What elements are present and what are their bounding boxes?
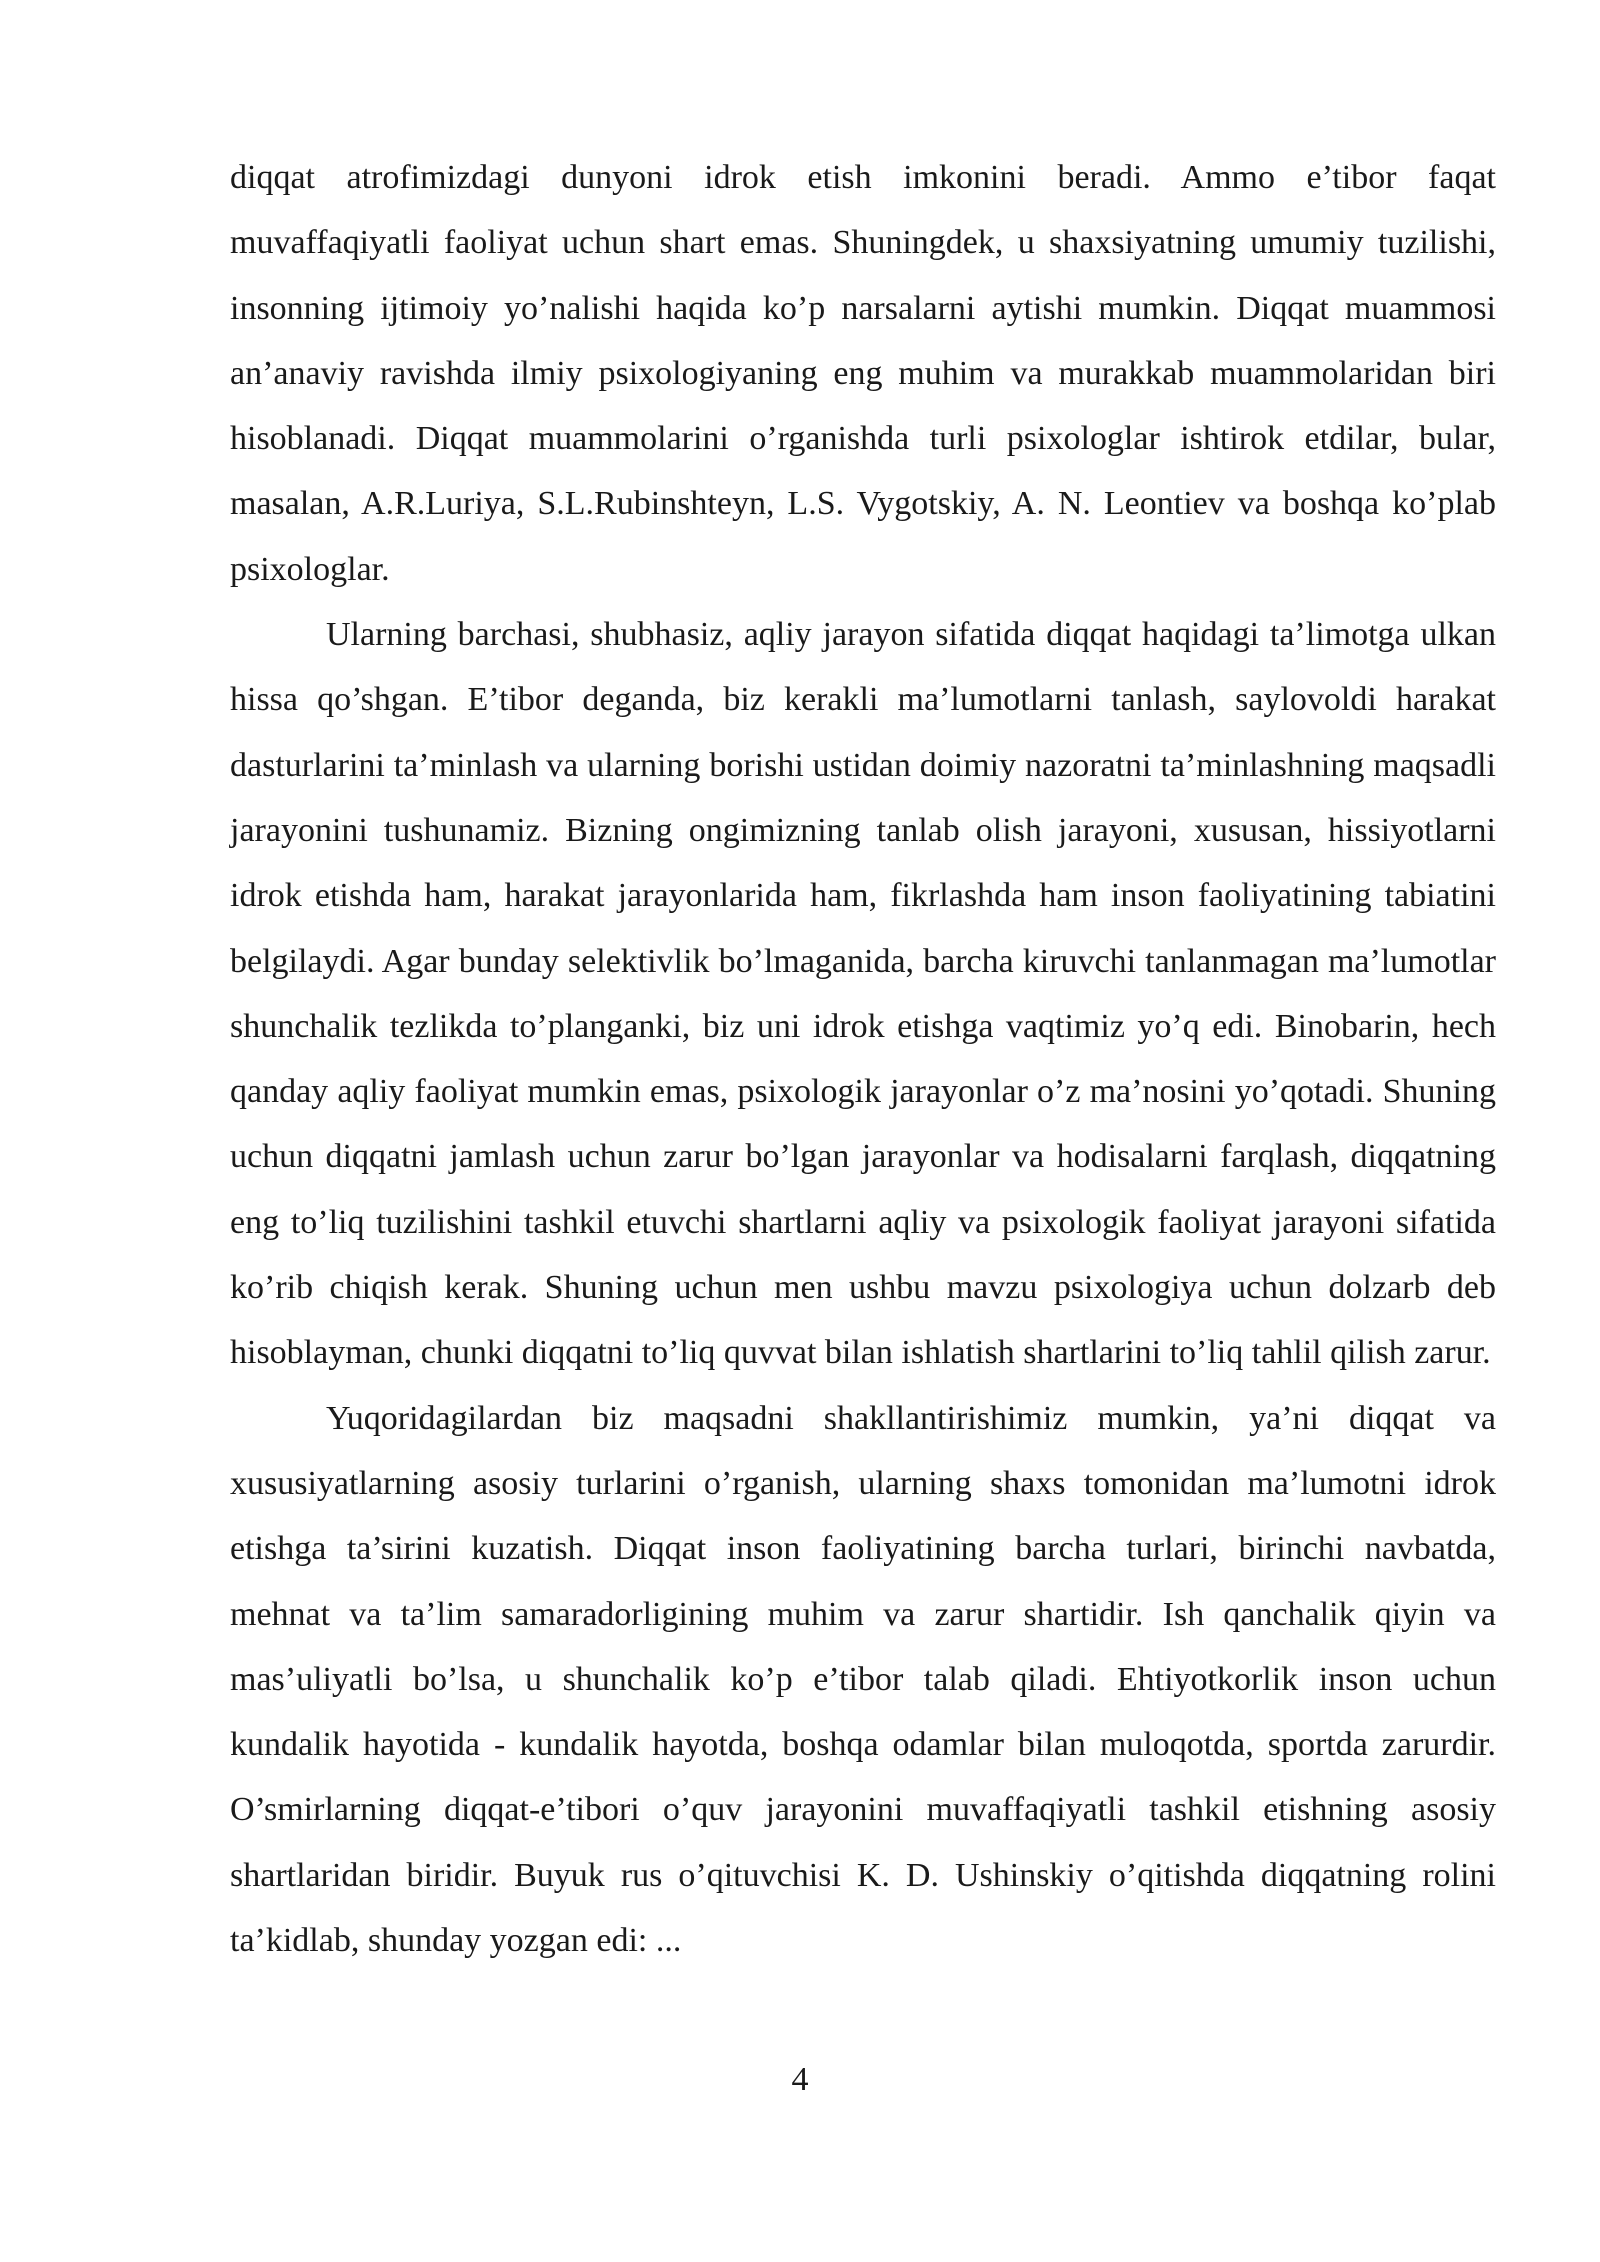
page-number: 4 bbox=[791, 2061, 809, 2098]
paragraph-1: diqqat atrofimizdagi dunyoni idrok etish imkonini beradi. Ammo e’tibor faqat muvaffaqiyatli faoliyat uchun shart emas. Shuningdek, u shaxsiyatning umumiy tuzilishi, insonning ijtimoiy yo’nalishi haqida ko’p narsalarni aytishi mumkin. Diqqat muammosi an’anaviy ravishda ilmiy psixologiyaning eng muhim va murakkab muammolaridan biri hisoblanadi. Diqqat muammolarini o’rganishda turli psixologlar ishtirok etdilar, bular, masalan, A.R.Luriya, S.L.Rubinshteyn, L.S. Vygotskiy, A. N. Leontiev va boshqa ko’plab psixologlar. bbox=[230, 159, 1496, 588]
body-text bbox=[230, 145, 1496, 1973]
paragraph-2: Ularning barchasi, shubhasiz, aqliy jarayon sifatida diqqat haqidagi ta’limotga ulkan hissa qo’shgan. E’tibor deganda, biz kerakli ma’lumotlarni tanlash, saylovoldi harakat dasturlarini ta’minlash va ularning borishi ustidan doimiy nazoratni ta’minlashning maqsadli jarayonini tushunamiz. Bizning ongimizning tanlab olish jarayoni, xususan, hissiyotlarni idrok etishda ham, harakat jarayonlarida ham, fikrlashda ham inson faoliyatining tabiatini belgilaydi. Agar bunday selektivlik bo’lmaganida, barcha kiruvchi tanlanmagan ma’lumotlar shunchalik tezlikda to’planganki, biz uni idrok etishga vaqtimiz yo’q edi. Binobarin, hech qanday aqliy faoliyat mumkin emas, psixologik jarayonlar o’z ma’nosini yo’qotadi. Shuning uchun diqqatni jamlash uchun zarur bo’lgan jarayonlar va hodisalarni farqlash, diqqatning eng to’liq tuzilishini tashkil etuvchi shartlarni aqliy va psixologik faoliyat jarayoni sifatida ko’rib chiqish kerak. Shuning uchun men ushbu mavzu psixologiya uchun dolzarb deb hisoblayman, chunki diqqatni to’liq quvvat bilan ishlatish shartlarini to’liq tahlil qilish zarur. bbox=[230, 616, 1496, 1372]
paragraph-3: Yuqoridagilardan biz maqsadni shakllantirishimiz mumkin, ya’ni diqqat va xususiyatlarning asosiy turlarini o’rganish, ularning shaxs tomonidan ma’lumotni idrok etishga ta’sirini kuzatish. Diqqat inson faoliyatining barcha turlari, birinchi navbatda, mehnat va ta’lim samaradorligining muhim va zarur shartidir. Ish qanchalik qiyin va mas’uliyatli bo’lsa, u shunchalik ko’p e’tibor talab qiladi. Ehtiyotkorlik inson uchun kundalik hayotida - kundalik hayotda, boshqa odamlar bilan muloqotda, sportda zarurdir. O’smirlarning diqqat-e’tibori o’quv jarayonini muvaffaqiyatli tashkil etishning asosiy shartlaridan biridir. Buyuk rus o’qituvchisi K. D. Ushinskiy o’qitishda diqqatning rolini ta’kidlab, shunday yozgan edi: ... bbox=[230, 1399, 1496, 1960]
